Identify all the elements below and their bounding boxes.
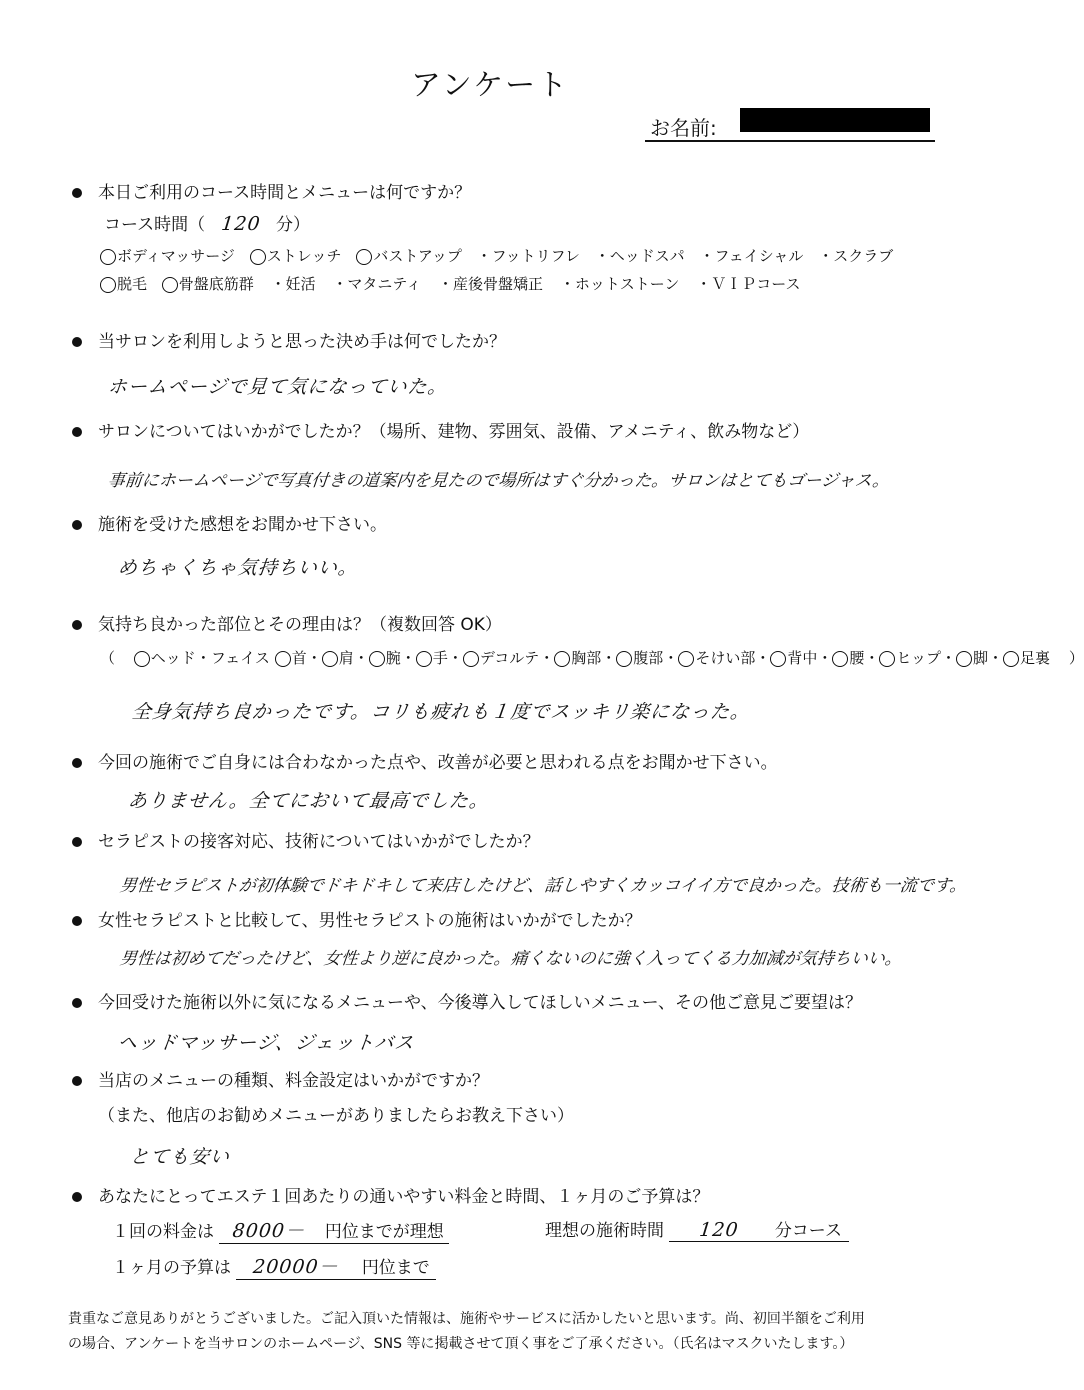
body-part: フェイス: [210, 649, 270, 667]
answer-pricing: とても安い: [128, 1146, 232, 1168]
time-field: 理想の施術時間 120 分コース: [545, 1216, 849, 1242]
circle-mark-icon: [162, 277, 178, 293]
question-male-therapist: 女性セラピストと比較して、男性セラピストの施術はいかがでしたか？: [72, 906, 642, 931]
question-pricing: 当店のメニューの種類、料金設定はいかがですか？: [72, 1066, 489, 1091]
body-part: 背中: [770, 649, 817, 667]
time-value: 120: [698, 1219, 741, 1241]
body-part: 腕: [369, 649, 401, 667]
question-course: 本日ご利用のコース時間とメニューは何ですか？: [72, 178, 471, 203]
bullet-icon: [72, 188, 82, 198]
menu-item: ・スクラブ: [818, 247, 894, 265]
body-part: ヘッド: [134, 649, 196, 667]
body-part: 脚: [956, 649, 988, 667]
answer-salon: 事前にホームページで写真付きの道案内を見たので場所はすぐ分かった。サロンはとてもゴージャス。: [106, 471, 891, 491]
menu-item: ・ホットストーン: [559, 275, 680, 293]
menu-item: ・産後骨盤矯正: [438, 275, 544, 293]
question-salon: サロンについてはいかがでしたか？（場所、建物、雰囲気、設備、アメニティ、飲み物など）: [72, 417, 809, 442]
price-value: 8000－: [231, 1220, 307, 1242]
name-underline: [645, 140, 935, 142]
circle-mark-icon: [879, 651, 895, 667]
circle-mark-icon: [275, 651, 291, 667]
menu-item: ・ＶＩＰコース: [696, 275, 801, 293]
circle-mark-icon: [554, 651, 570, 667]
answer-body-parts: 全身気持ち良かったです。コリも疲れも１度でスッキリ楽になった。: [130, 701, 752, 723]
body-part: 腹部: [616, 649, 663, 667]
budget-field: １ヶ月の予算は 20000－ 円位まで: [112, 1252, 436, 1280]
page-title: アンケート: [410, 68, 570, 103]
bullet-icon: [72, 337, 82, 347]
body-part: 首: [275, 649, 307, 667]
bullet-icon: [72, 837, 82, 847]
bullet-icon: [72, 916, 82, 926]
question-reason: 当サロンを利用しようと思った決め手は何でしたか？: [72, 327, 506, 352]
course-minutes: 120: [219, 213, 262, 235]
price-field: １回の料金は 8000－ 円位までが理想: [112, 1216, 449, 1244]
circle-mark-icon: [1003, 651, 1019, 667]
answer-improvement: ありません。全てにおいて最高でした。: [126, 790, 491, 812]
question-therapist: セラピストの接客対応、技術についてはいかがでしたか？: [72, 827, 540, 852]
menu-item: ボディマッサージ: [100, 247, 235, 265]
circle-mark-icon: [616, 651, 632, 667]
circle-mark-icon: [356, 249, 372, 265]
name-label: お名前:: [650, 116, 717, 140]
answer-therapist: 男性セラピストが初体験でドキドキして来店したけど、話しやすくカッコイイ方で良かった。技術も一流です。: [118, 876, 968, 896]
bullet-icon: [72, 1192, 82, 1202]
menu-item: ・フェイシャル: [699, 247, 804, 265]
menu-item: ・ヘッドスパ: [594, 247, 685, 265]
bullet-icon: [72, 758, 82, 768]
body-part: 腰: [832, 649, 864, 667]
question-improvement: 今回の施術でご自身には合わなかった点や、改善が必要と思われる点をお聞かせ下さい。: [72, 748, 778, 773]
question-other-menu: 今回受けた施術以外に気になるメニューや、今後導入してほしいメニュー、その他ご意見ご要望は？: [72, 988, 862, 1013]
redacted-name: [740, 108, 930, 132]
circle-mark-icon: [100, 249, 116, 265]
circle-mark-icon: [678, 651, 694, 667]
bullet-icon: [72, 1076, 82, 1086]
budget-value: 20000－: [252, 1256, 341, 1278]
body-part: 手: [416, 649, 448, 667]
menu-row-1: [100, 245, 893, 266]
menu-item: 脱毛: [100, 275, 147, 293]
body-part: 肩: [322, 649, 354, 667]
menu-item: ・妊活: [270, 275, 316, 293]
question-body-parts: 気持ち良かった部位とその理由は？（複数回答 OK）: [72, 610, 502, 635]
menu-item: ・フットリフレ: [476, 247, 580, 265]
bullet-icon: [72, 520, 82, 530]
course-time: コース時間（ 120 分）: [104, 213, 310, 235]
circle-mark-icon: [770, 651, 786, 667]
circle-mark-icon: [100, 277, 116, 293]
question-pricing-sub: （また、他店のお勧めメニューがありましたらお教え下さい）: [98, 1106, 574, 1126]
menu-item: ・マタニティ: [332, 275, 422, 293]
body-part: そけい部: [678, 649, 755, 667]
menu-item: ストレッチ: [250, 247, 342, 265]
circle-mark-icon: [416, 651, 432, 667]
answer-male-therapist: 男性は初めてだったけど、女性より逆に良かった。痛くないのに強く入ってくる力加減が気持ちいい。: [118, 949, 903, 969]
body-part: 胸部: [554, 649, 601, 667]
answer-other-menu: ヘッドマッサージ、ジェットバス: [116, 1032, 416, 1054]
circle-mark-icon: [322, 651, 338, 667]
bullet-icon: [72, 620, 82, 630]
body-part: 足裏: [1003, 649, 1050, 667]
menu-item: 骨盤底筋群: [162, 275, 254, 293]
body-parts-list: （ ヘッド・フェイス 首・ 肩・ 腕・ 手・ デコルテ・ 胸部・ 腹部・ そけい部・ 背中・ 腰・ ヒップ・ 脚・ 足裏 ）: [100, 649, 1084, 667]
answer-reason: ホームページで見て気になっていた。: [106, 376, 449, 398]
circle-mark-icon: [134, 651, 150, 667]
question-impression: 施術を受けた感想をお聞かせ下さい。: [72, 510, 387, 535]
circle-mark-icon: [369, 651, 385, 667]
menu-row-2: [100, 273, 800, 294]
circle-mark-icon: [832, 651, 848, 667]
bullet-icon: [72, 998, 82, 1008]
bullet-icon: [72, 427, 82, 437]
menu-item: バストアップ: [356, 247, 462, 265]
question-budget: あなたにとってエステ１回あたりの通いやすい料金と時間、１ヶ月のご予算は？: [72, 1182, 709, 1207]
footer-note: 貴重なご意見ありがとうございました。ご記入頂いた情報は、施術やサービスに活かしたいと思います。尚、初回半額をご利用 の場合、アンケートを当サロンのホームページ、SNS 等に掲載させて頂く事をご了承ください。（氏名はマスクいたします。）: [68, 1311, 865, 1352]
circle-mark-icon: [956, 651, 972, 667]
answer-impression: めちゃくちゃ気持ちいい。: [116, 557, 360, 579]
body-part: ヒップ: [879, 649, 941, 667]
body-part: デコルテ: [463, 649, 539, 667]
circle-mark-icon: [463, 651, 479, 667]
circle-mark-icon: [250, 249, 266, 265]
